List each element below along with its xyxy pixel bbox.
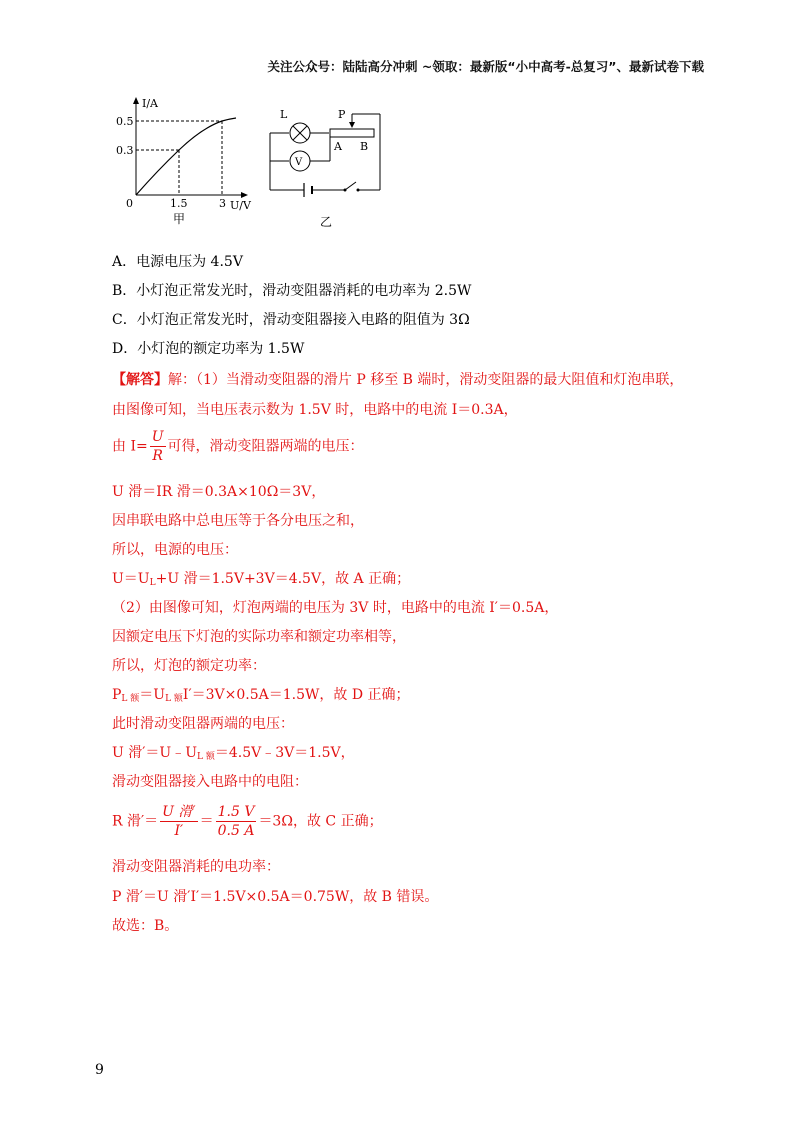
origin-label: 0 <box>126 197 133 210</box>
fraction-u-over-r <box>150 428 166 465</box>
fraction-numerator: U <box>151 429 164 445</box>
solution-text-7a: U＝U <box>112 571 150 587</box>
solution-line-15 <box>112 803 383 840</box>
y-axis-arrow <box>133 97 139 104</box>
x-tick-3: 3 <box>219 197 226 210</box>
label-A: A <box>334 140 342 153</box>
x-tick-15: 1.5 <box>170 197 188 210</box>
solution-line-11 <box>112 685 410 709</box>
solution-line-9: 因额定电压下灯泡的实际功率和额定功率相等， <box>112 629 406 645</box>
graph-jia <box>116 97 252 226</box>
solution-text-3-pre: 由 I= <box>112 438 148 455</box>
y-axis-label: I/A <box>142 97 158 110</box>
option-c: C．小灯泡正常发光时，滑动变阻器接入电路的阻值为 3Ω <box>112 312 470 328</box>
solution-text-13a: U 滑′＝U﹣U <box>112 745 198 761</box>
solution-line-2: 由图像可知，当电压表示数为 1.5V 时，电路中的电流 I＝0.3A， <box>112 402 518 418</box>
iv-curve <box>136 118 236 195</box>
solution-line-12: 此时滑动变阻器两端的电压： <box>112 716 294 732</box>
solution-line-5: 因串联电路中总电压等于各分电压之和， <box>112 513 364 529</box>
solution-line-1 <box>112 370 683 390</box>
solution-line-10: 所以，灯泡的额定功率： <box>112 658 266 674</box>
page-number: 9 <box>95 1062 104 1078</box>
label-B: B <box>360 140 369 153</box>
switch-contact <box>357 189 360 192</box>
label-V: V <box>295 157 303 168</box>
label-P: P <box>338 108 346 121</box>
circuit-yi <box>270 108 380 229</box>
equals-sign: ＝ <box>199 813 214 830</box>
option-b: B．小灯泡正常发光时，滑动变阻器消耗的电功率为 2.5W <box>112 283 472 299</box>
solution-text-13b: ＝4.5V﹣3V＝1.5V， <box>214 745 355 761</box>
solution-line-8: （2）由图像可知，灯泡两端的电压为 3V 时，电路中的电流 I′＝0.5A， <box>112 600 559 616</box>
solution-line-16: 滑动变阻器消耗的电功率： <box>112 859 280 875</box>
fraction-values <box>216 803 257 840</box>
solution-text-11a: P <box>112 687 122 703</box>
solution-text-15-post: ＝3Ω，故 C 正确； <box>258 813 383 830</box>
solution-tag: 【解答】 <box>112 372 168 388</box>
solution-text-1: 解：（1）当滑动变阻器的滑片 P 移至 B 端时，滑动变阻器的最大阻值和灯泡串联， <box>168 372 684 388</box>
solution-line-7 <box>112 569 410 593</box>
y-tick-05: 0.5 <box>116 115 134 128</box>
subscript-l-rated-1: L 额 <box>121 694 140 704</box>
y-tick-03: 0.3 <box>116 144 134 157</box>
figures <box>112 95 412 240</box>
page-header: 关注公众号：陆陆高分冲刺 ~领取：最新版“小中高考-总复习”、最新试卷下载 <box>267 59 704 74</box>
figure-graph-and-circuit <box>112 95 412 240</box>
solution-text-3-post: 可得，滑动变阻器两端的电压： <box>167 438 364 455</box>
slider-arrow <box>349 122 355 128</box>
solution-text-11c: I′＝3V×0.5A＝1.5W，故 D 正确； <box>182 687 410 703</box>
fraction-u-over-i <box>160 803 197 840</box>
solution-line-14: 滑动变阻器接入电路中的电阻： <box>112 774 308 790</box>
label-L: L <box>280 108 288 121</box>
subscript-l-rated-2: L 额 <box>165 694 183 704</box>
solution-line-4: U 滑＝IR 滑＝0.3A×10Ω＝3V， <box>112 484 326 500</box>
fraction-numerator-2: 1.5 V <box>217 804 255 820</box>
fraction-numerator-1: U 滑′ <box>162 804 196 820</box>
solution-text-11b: ＝U <box>139 687 166 703</box>
solution-text-7b: +U 滑＝1.5V+3V＝4.5V，故 A 正确； <box>155 571 411 587</box>
solution-line-17: P 滑′＝U 滑′I′＝1.5V×0.5A＝0.75W，故 B 错误。 <box>112 889 439 905</box>
subscript-L: L <box>149 578 156 588</box>
solution-line-18: 故选：B。 <box>112 918 179 934</box>
switch-icon <box>345 182 356 190</box>
solution-text-15-pre: R 滑′＝ <box>112 813 159 830</box>
option-d: D．小灯泡的额定功率为 1.5W <box>112 341 305 357</box>
option-a: A．电源电压为 4.5V <box>112 254 243 270</box>
caption-yi: 乙 <box>320 215 333 229</box>
fraction-denominator-1: I′ <box>174 823 184 839</box>
solution-line-13 <box>112 743 355 767</box>
rheostat-icon <box>330 129 374 137</box>
fraction-denominator: R <box>152 448 163 464</box>
subscript-l-rated-3: L 额 <box>197 752 215 762</box>
caption-jia: 甲 <box>173 212 186 226</box>
x-axis-arrow <box>241 192 248 198</box>
fraction-denominator-2: 0.5 A <box>217 823 255 839</box>
x-axis-label: U/V <box>230 199 251 212</box>
solution-line-3 <box>112 428 364 465</box>
solution-line-6: 所以，电源的电压： <box>112 542 238 558</box>
